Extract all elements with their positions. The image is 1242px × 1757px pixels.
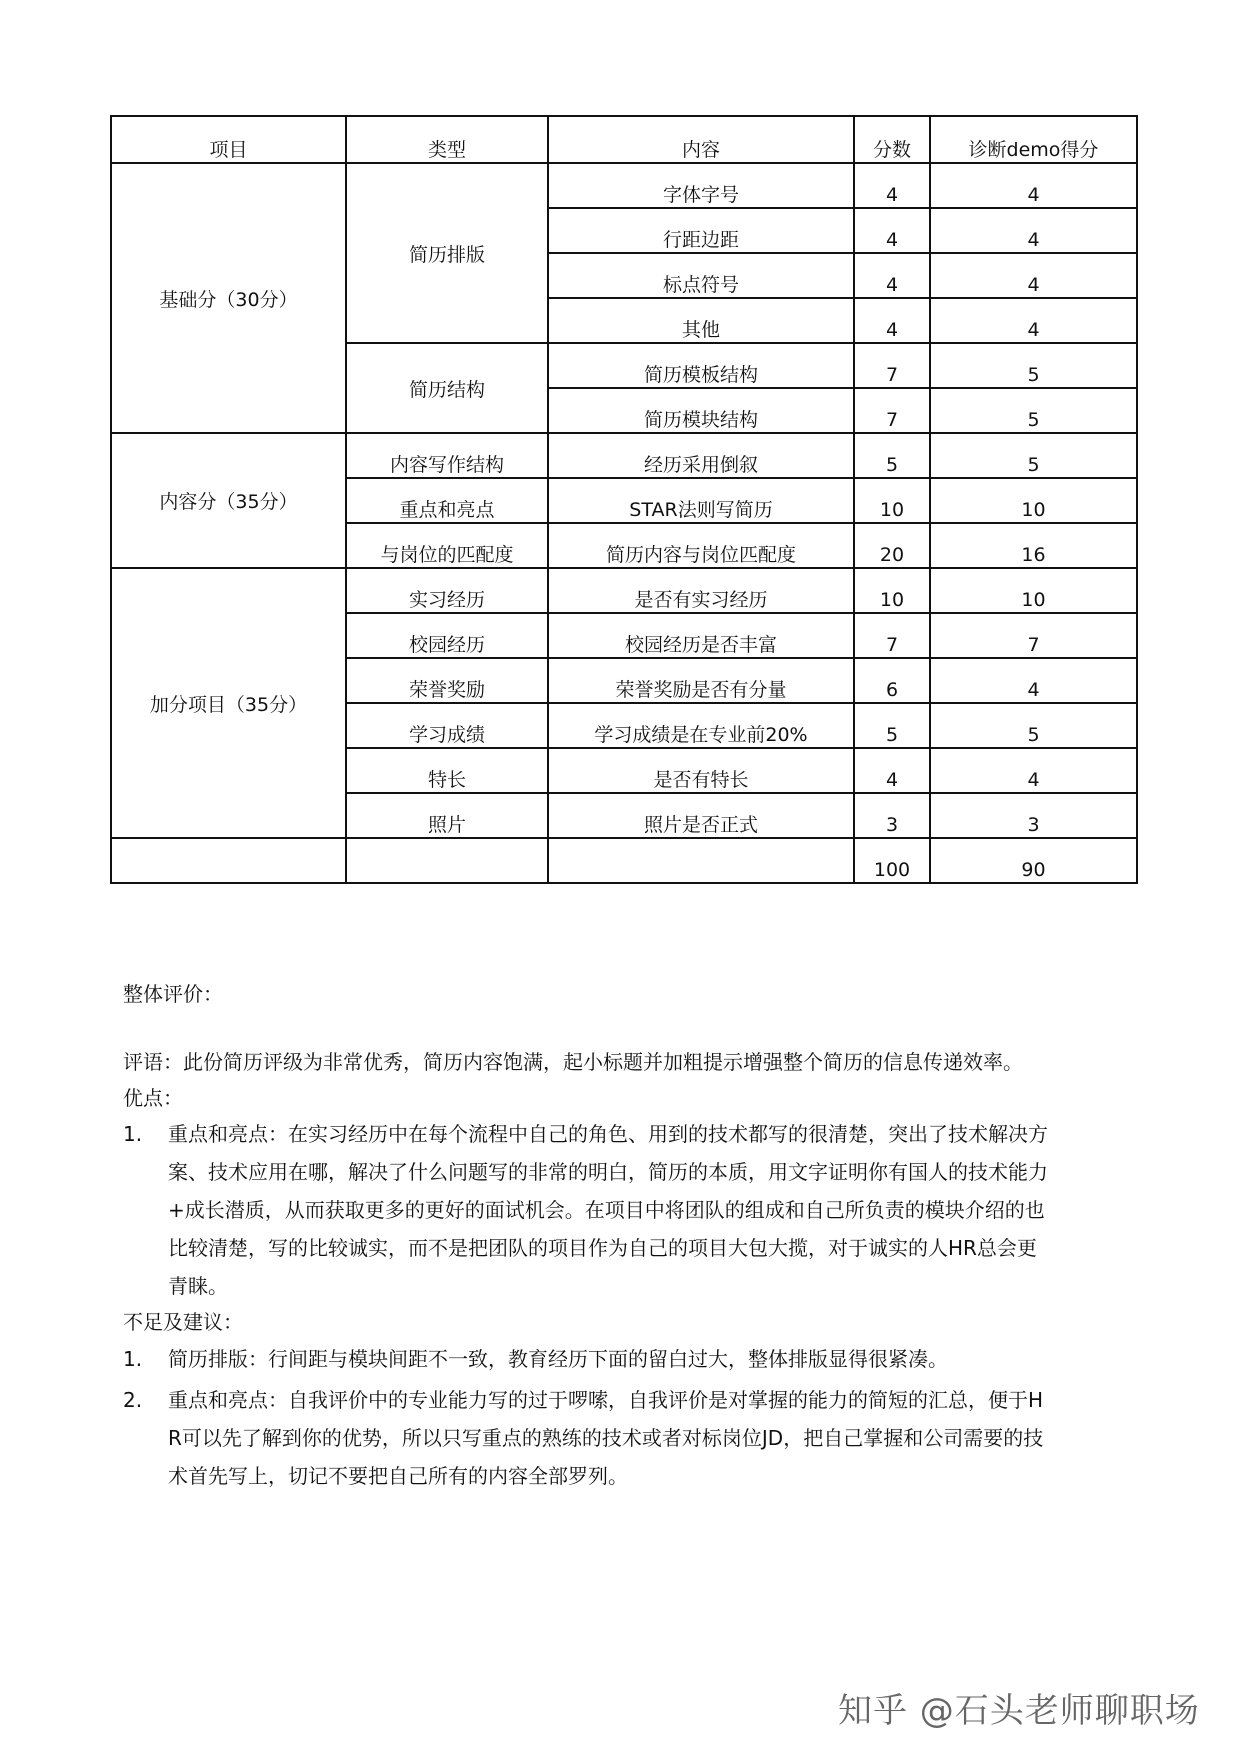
content-cell: 是否有特长: [548, 748, 854, 793]
text-line: 重点和亮点：在实习经历中在每个流程中自己的角色、用到的技术都写的很清楚，突出了技术解决方: [168, 1122, 1048, 1146]
text-line: 简历排版：行间距与模块间距不一致，教育经历下面的留白过大，整体排版显得很紧凑。: [168, 1347, 948, 1371]
demo-score-cell: 4: [930, 748, 1137, 793]
column-header: 内容: [548, 116, 854, 163]
evaluation-heading: 整体评价：: [123, 982, 223, 1006]
text-line: 重点和亮点：自我评价中的专业能力写的过于啰嗦，自我评价是对掌握的能力的简短的汇总，便于H: [168, 1388, 1044, 1412]
column-header: 诊断demo得分: [930, 116, 1137, 163]
content-cell: 标点符号: [548, 253, 854, 298]
content-cell: STAR法则写简历: [548, 478, 854, 523]
content-cell: 简历模板结构: [548, 343, 854, 388]
text-line: R可以先了解到你的优势，所以只写重点的熟练的技术或者对标岗位JD，把自己掌握和公司需要的技: [168, 1426, 1044, 1450]
score-cell: 5: [854, 433, 930, 478]
content-cell: 学习成绩是在专业前20%: [548, 703, 854, 748]
total-score-cell: 100: [854, 838, 930, 883]
cons-heading: 不足及建议：: [123, 1310, 243, 1334]
content-cell: 经历采用倒叙: [548, 433, 854, 478]
column-header: 项目: [111, 116, 346, 163]
demo-score-cell: 7: [930, 613, 1137, 658]
pros-item: [123, 1115, 1133, 1305]
project-cell: 基础分（30分）: [111, 163, 346, 433]
empty-cell: [111, 838, 346, 883]
demo-score-cell: 3: [930, 793, 1137, 838]
content-cell: 其他: [548, 298, 854, 343]
text-line: 比较清楚，写的比较诚实，而不是把团队的项目作为自己的项目大包大揽，对于诚实的人HR总会更: [168, 1236, 1037, 1260]
list-number: 1.: [123, 1122, 143, 1146]
content-cell: 字体字号: [548, 163, 854, 208]
column-header: 类型: [346, 116, 548, 163]
type-cell: 与岗位的匹配度: [346, 523, 548, 568]
content-cell: 荣誉奖励是否有分量: [548, 658, 854, 703]
empty-cell: [346, 838, 548, 883]
table-row: [111, 163, 1137, 208]
table-row: [111, 568, 1137, 613]
header-row: [111, 116, 1137, 163]
type-cell: 内容写作结构: [346, 433, 548, 478]
content-cell: 行距边距: [548, 208, 854, 253]
score-cell: 10: [854, 568, 930, 613]
text-line: 青睐。: [168, 1274, 228, 1298]
score-cell: 3: [854, 793, 930, 838]
demo-score-cell: 4: [930, 163, 1137, 208]
type-cell: 重点和亮点: [346, 478, 548, 523]
content-cell: 简历模块结构: [548, 388, 854, 433]
content-cell: 校园经历是否丰富: [548, 613, 854, 658]
score-cell: 4: [854, 208, 930, 253]
list-number: 2.: [123, 1388, 143, 1412]
score-cell: 10: [854, 478, 930, 523]
watermark: 知乎 @石头老师聊职场: [838, 1691, 1200, 1731]
list-number: 1.: [123, 1347, 143, 1371]
demo-score-cell: 5: [930, 388, 1137, 433]
cons-item: [123, 1340, 1133, 1378]
demo-score-cell: 10: [930, 478, 1137, 523]
score-cell: 4: [854, 163, 930, 208]
demo-score-cell: 4: [930, 658, 1137, 703]
content-cell: 照片是否正式: [548, 793, 854, 838]
content-cell: 是否有实习经历: [548, 568, 854, 613]
content-cell: 简历内容与岗位匹配度: [548, 523, 854, 568]
table-row: [111, 433, 1137, 478]
type-cell: 照片: [346, 793, 548, 838]
total-row: [111, 838, 1137, 883]
total-demo-cell: 90: [930, 838, 1137, 883]
demo-score-cell: 4: [930, 298, 1137, 343]
score-cell: 4: [854, 253, 930, 298]
score-cell: 4: [854, 298, 930, 343]
cons-item: [123, 1381, 1133, 1495]
type-cell: 特长: [346, 748, 548, 793]
score-cell: 7: [854, 388, 930, 433]
pros-heading: 优点：: [123, 1086, 183, 1110]
type-cell: 荣誉奖励: [346, 658, 548, 703]
score-table: [110, 115, 1138, 884]
score-cell: 4: [854, 748, 930, 793]
type-cell: 实习经历: [346, 568, 548, 613]
score-cell: 6: [854, 658, 930, 703]
type-cell: 校园经历: [346, 613, 548, 658]
demo-score-cell: 10: [930, 568, 1137, 613]
type-cell: 学习成绩: [346, 703, 548, 748]
demo-score-cell: 4: [930, 208, 1137, 253]
type-cell: 简历结构: [346, 343, 548, 433]
evaluation-comment: 评语：此份简历评级为非常优秀，简历内容饱满，起小标题并加粗提示增强整个简历的信息传递效率。: [123, 1050, 1023, 1074]
demo-score-cell: 5: [930, 433, 1137, 478]
score-cell: 5: [854, 703, 930, 748]
text-line: 术首先写上，切记不要把自己所有的内容全部罗列。: [168, 1464, 628, 1488]
column-header: 分数: [854, 116, 930, 163]
project-cell: 内容分（35分）: [111, 433, 346, 568]
demo-score-cell: 4: [930, 253, 1137, 298]
demo-score-cell: 5: [930, 703, 1137, 748]
score-cell: 7: [854, 613, 930, 658]
score-cell: 20: [854, 523, 930, 568]
text-line: +成长潜质，从而获取更多的更好的面试机会。在项目中将团队的组成和自己所负责的模块介绍的也: [168, 1198, 1045, 1222]
type-cell: 简历排版: [346, 163, 548, 343]
demo-score-cell: 16: [930, 523, 1137, 568]
score-cell: 7: [854, 343, 930, 388]
text-line: 案、技术应用在哪，解决了什么问题写的非常的明白，简历的本质，用文字证明你有国人的技术能力: [168, 1160, 1048, 1184]
project-cell: 加分项目（35分）: [111, 568, 346, 838]
empty-cell: [548, 838, 854, 883]
demo-score-cell: 5: [930, 343, 1137, 388]
